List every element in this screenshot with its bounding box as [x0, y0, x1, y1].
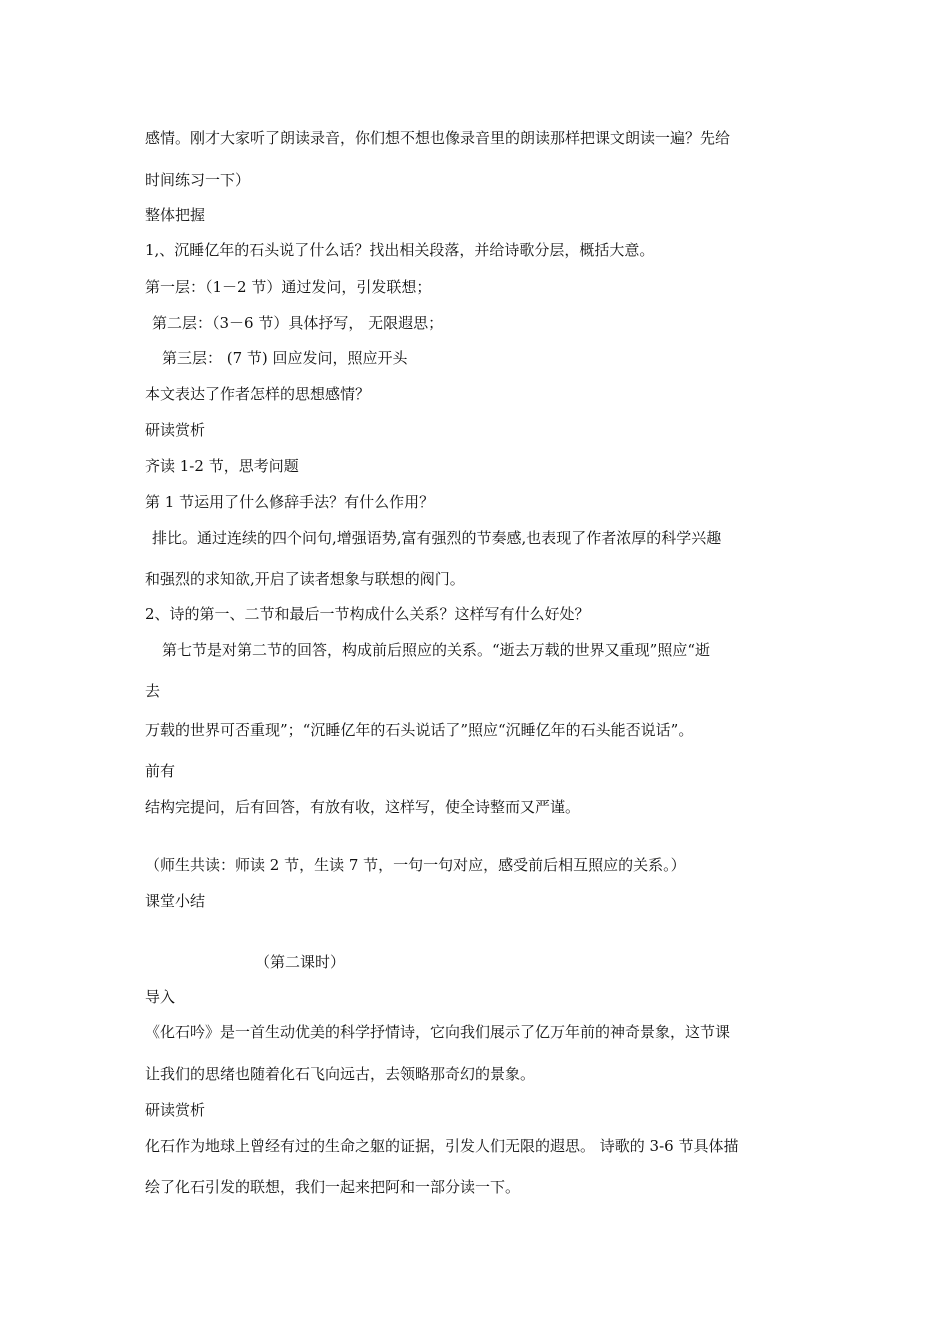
text-line: 去: [145, 682, 161, 700]
question-line: 第 1 节运用了什么修辞手法？有什么作用？: [145, 493, 435, 511]
question-line: 1,、沉睡亿年的石头说了什么话？找出相关段落，并给诗歌分层，概括大意。: [145, 241, 655, 259]
section-heading: 研读赏析: [145, 1101, 206, 1119]
text-line: 化石作为地球上曾经有过的生命之躯的证据，引发人们无限的遐思。 诗歌的 3-6 节具体描: [145, 1137, 739, 1155]
section-heading: 导入: [145, 988, 176, 1006]
text-line: 结构完提问，后有回答，有放有收，这样写，使全诗整而又严谨。: [145, 798, 581, 816]
text-line: 时间练习一下）: [145, 171, 251, 189]
text-line: 前有: [145, 762, 176, 780]
text-line: （师生共读：师读 2 节，生读 7 节，一句一句对应，感受前后相互照应的关系。）: [145, 856, 686, 874]
text-line: 第一层：（1－2 节）通过发问，引发联想；: [145, 278, 432, 296]
text-line: 本文表达了作者怎样的思想感情？: [145, 385, 371, 403]
text-line: 第三层： (7 节) 回应发问，照应开头: [162, 349, 408, 367]
section-heading: 课堂小结: [145, 892, 206, 910]
text-line: 让我们的思绪也随着化石飞向远古，去领略那奇幻的景象。: [145, 1065, 536, 1083]
text-line: 排比。通过连续的四个问句,增强语势,富有强烈的节奏感,也表现了作者浓厚的科学兴趣: [152, 529, 722, 547]
question-line: 2、诗的第一、二节和最后一节构成什么关系？这样写有什么好处？: [145, 605, 590, 623]
text-line: 感情。刚才大家听了朗读录音，你们想不想也像录音里的朗读那样把课文朗读一遍？先给: [145, 129, 731, 147]
section-heading: 研读赏析: [145, 421, 206, 439]
text-line: 第七节是对第二节的回答，构成前后照应的关系。“逝去万载的世界又重现”照应“逝: [162, 641, 711, 659]
section-heading: 整体把握: [145, 206, 206, 224]
text-line: 第二层：（3－6 节）具体抒写， 无限遐思；: [152, 314, 444, 332]
text-line: 《化石吟》是一首生动优美的科学抒情诗，它向我们展示了亿万年前的神奇景象，这节课: [145, 1023, 731, 1041]
text-line: 齐读 1-2 节，思考问题: [145, 457, 299, 475]
text-line: 万载的世界可否重现”；“沉睡亿年的石头说话了”照应“沉睡亿年的石头能否说话”。: [145, 721, 694, 739]
text-line: 绘了化石引发的联想，我们一起来把阿和一部分读一下。: [145, 1178, 521, 1196]
text-line: 和强烈的求知欲,开启了读者想象与联想的阀门。: [145, 570, 465, 588]
lesson-subtitle: （第二课时）: [255, 953, 346, 971]
